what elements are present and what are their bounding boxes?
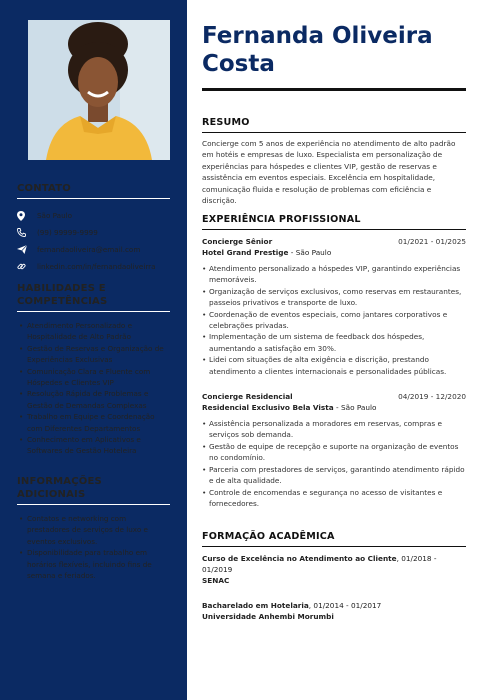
contact-section [17, 182, 170, 275]
skills-heading-line1: HABILIDADES E [17, 283, 106, 294]
list-item: • Atendimento personalizado a hóspedes VIP, garantindo experiências memoráveis. [202, 263, 466, 286]
experience-heading: EXPERIÊNCIA PROFISSIONAL [202, 214, 361, 225]
job-company-line [202, 247, 466, 258]
list-item: • Controle de encomendas e segurança no acesso de visitantes e fornecedores. [202, 487, 466, 510]
skills-divider [17, 311, 170, 312]
list-item: • Atendimento Personalizado e Hospitalidade de Alto Padrão [17, 320, 170, 343]
list-item: • Contatos e networking com prestadores de serviços de luxo e eventos exclusivos. [17, 513, 170, 547]
experience-section [202, 214, 466, 509]
education-entry [202, 553, 466, 586]
contact-linkedin[interactable] [17, 258, 170, 275]
job-location: - São Paulo [333, 403, 377, 413]
summary-text: Concierge com 5 anos de experiência no atendimento de alto padrão em hotéis e empresas de luxo. Especialista em personalização de experiências para hóspedes e clientes VIP, gestão de reservas e assistência em eventos especiais. Excelência em hospitalidade, comunicação fluida e resolução de problemas com eficiência e discrição. [202, 139, 456, 206]
contact-divider [17, 198, 170, 199]
list-item: • Disponibilidade para trabalho em horários flexíveis, incluindo fins de semana e feriados. [17, 547, 170, 581]
skills-section [17, 282, 170, 457]
list-item: • Coordenação de eventos especiais, como jantares corporativos e celebrações privadas. [202, 309, 466, 332]
list-item: • Gestão de equipe de recepção e suporte na organização de eventos no condomínio. [202, 441, 466, 464]
contact-city-text: São Paulo [37, 211, 73, 220]
education-dates: , 01/2018 - 01/2019 [202, 554, 437, 574]
education-course: Bacharelado em Hotelaria [202, 601, 309, 610]
list-item: • Parceria com prestadores de serviços, garantindo atendimento rápido e de alta qualidade. [202, 464, 466, 487]
job-dates: 01/2021 - 01/2025 [398, 237, 466, 246]
education-section [202, 531, 466, 622]
link-icon [17, 262, 31, 272]
education-entry [202, 600, 466, 622]
list-item: • Comunicação Clara e Fluente com Hóspedes e Clientes VIP [17, 366, 170, 389]
skills-heading-line2: COMPETÊNCIAS [17, 296, 108, 307]
list-item: • Lidei com situações de alta exigência e discrição, prestando atendimento a clientes internacionais e personalidades públicas. [202, 354, 466, 377]
title-divider [202, 88, 466, 91]
education-divider [202, 546, 466, 547]
job-entry [202, 391, 466, 509]
job-location: - São Paulo [288, 248, 332, 257]
send-icon [17, 245, 31, 255]
profile-photo [28, 20, 170, 160]
list-item: • Implementação de um sistema de feedback dos hóspedes, aumentando a satisfação em 30%. [202, 331, 466, 354]
job-role: Concierge Sênior [202, 237, 273, 246]
location-pin-icon [17, 211, 31, 221]
contact-email[interactable] [17, 241, 170, 258]
profile-photo-illustration [28, 20, 170, 160]
list-item: • Gestão de Reservas e Organização de Experiências Exclusivas [17, 343, 170, 366]
additional-list [17, 513, 170, 581]
summary-heading: RESUMO [202, 117, 250, 128]
contact-phone [17, 224, 170, 241]
education-heading: FORMAÇÃO ACADÊMICA [202, 531, 335, 542]
job-company: Residencial Exclusivo Bela Vista [202, 403, 334, 413]
experience-divider [202, 229, 466, 230]
job-duties [202, 263, 466, 377]
job-company-line [202, 402, 466, 413]
contact-city [17, 207, 170, 224]
job-dates: 04/2019 - 12/2020 [398, 392, 466, 402]
contact-linkedin-text[interactable]: linkedin.com/in/fernandaoliveirra [37, 262, 156, 271]
job-company: Hotel Grand Prestige [202, 248, 289, 257]
job-duties [202, 418, 466, 509]
contact-heading: CONTATO [17, 183, 71, 194]
education-school: SENAC [202, 576, 230, 585]
education-course: Curso de Excelência no Atendimento ao Cliente [202, 554, 397, 563]
additional-heading: INFORMAÇÕES ADICIONAIS [17, 476, 102, 500]
list-item: • Organização de serviços exclusivos, como reservas em restaurantes, passeios privativos e transporte de luxo. [202, 286, 466, 309]
list-item: • Conhecimento em Aplicativos e Softwares de Gestão Hoteleira [17, 434, 170, 457]
education-dates: , 01/2014 - 01/2017 [308, 601, 382, 610]
skills-list [17, 320, 170, 457]
job-entry [202, 236, 466, 377]
additional-section [17, 475, 170, 581]
additional-divider [17, 504, 170, 505]
phone-icon [17, 228, 31, 238]
education-school: Universidade Anhembi Morumbi [202, 612, 334, 621]
summary-section [202, 117, 466, 206]
list-item: • Resolução Rápida de Problemas e Gestão de Demandas Complexas [17, 388, 170, 411]
job-role: Concierge Residencial [202, 392, 293, 402]
list-item: • Assistência personalizada a moradores em reservas, compras e serviços sob demanda. [202, 418, 466, 441]
contact-email-text[interactable]: fernandaoliveira@email.com [37, 245, 141, 254]
page-title: Fernanda Oliveira Costa [202, 23, 433, 77]
summary-divider [202, 132, 466, 133]
list-item: • Trabalho em Equipe e Coordenação com Diferentes Departamentos [17, 411, 170, 434]
contact-phone-text: (99) 99999-9999 [37, 228, 98, 237]
